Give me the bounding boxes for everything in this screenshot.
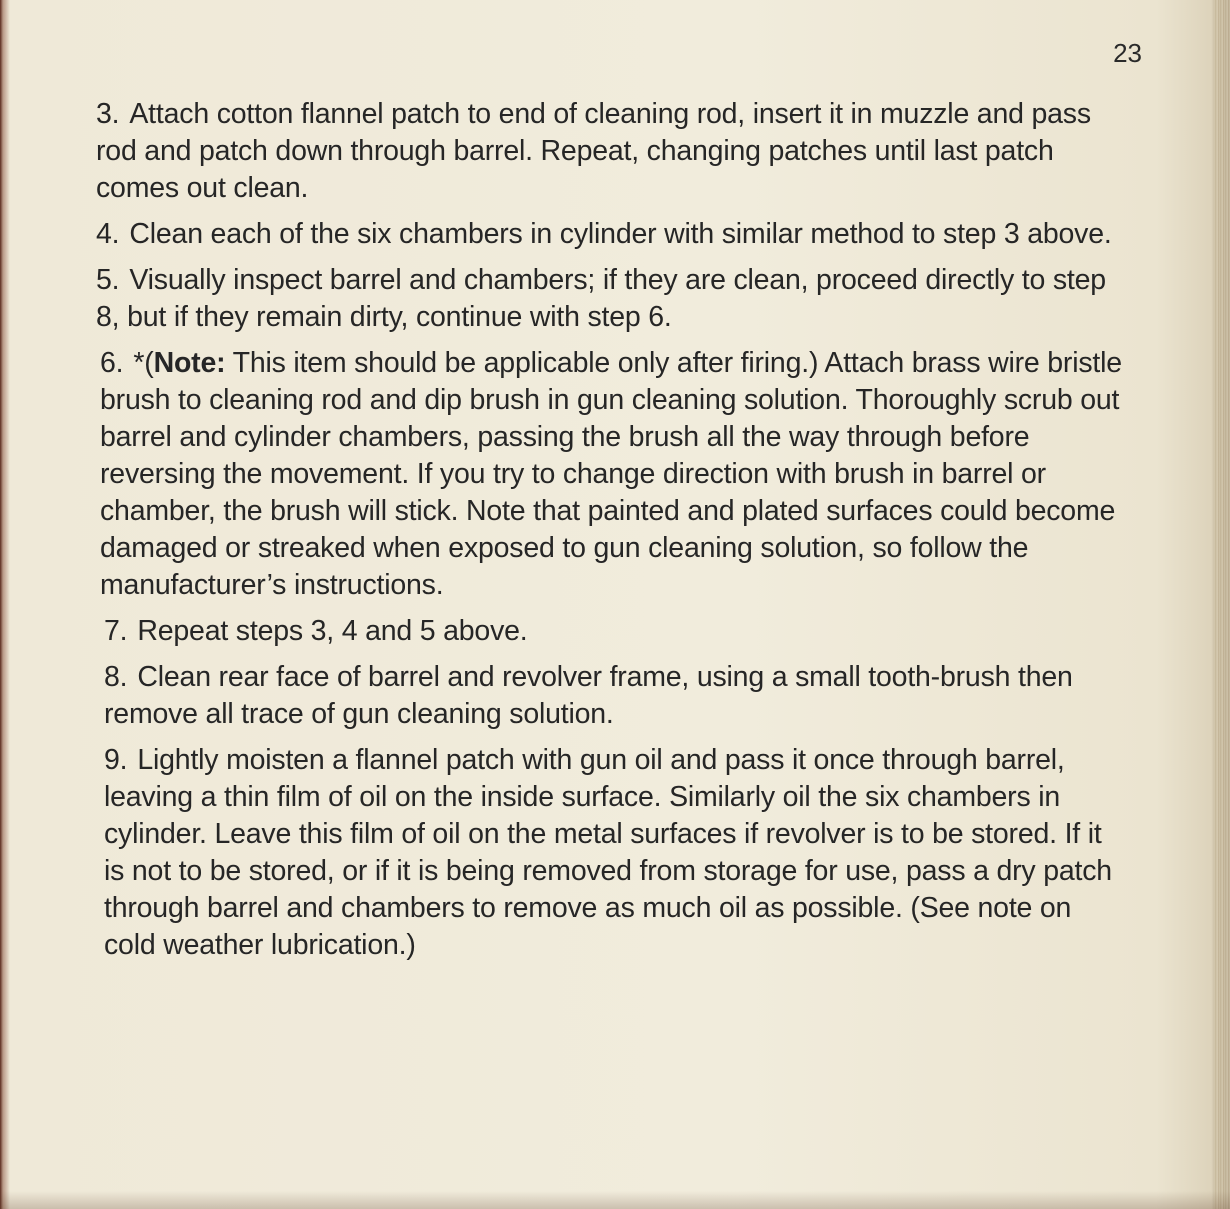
step-text: This item should be applicable only after firing.) Attach brass wire bristle brush to cleaning rod and dip brush in gun cleaning solution. Thoroughly scrub out barrel and cylinder chambers, passing the brush all the way through before reversing the movement. If you try to change direction with brush in barrel or chamber, the brush will stick. Note that painted and plated surfaces could become damaged or streaked when exposed to gun cleaning solution, so follow the manufacturer’s instructions. [100,347,1122,601]
step-text: Repeat steps 3, 4 and 5 above. [137,615,528,647]
step-number: 8. [104,661,128,693]
instructions-body [96,96,1126,973]
note-label: Note: [153,347,226,379]
step-text: Attach cotton flannel patch to end of cleaning rod, insert it in muzzle and pass rod and patch down through barrel. Repeat, changing patches until last patch comes out clean. [96,98,1091,204]
step-number: 4. [96,218,120,250]
page-edge [1214,0,1230,1209]
step-7 [96,613,1126,650]
step-text: Lightly moisten a flannel patch with gun oil and pass it once through barrel, leaving a thin film of oil on the inside surface. Similarly oil the six chambers in cylinder. Leave this film of oil on the metal surfaces if revolver is to be stored. If it is not to be stored, or if it is being removed from storage for use, pass a dry patch through barrel and chambers to remove as much oil as possible. (See note on cold weather lubrication.) [104,744,1112,961]
step-number: 3. [96,98,120,130]
step-9 [96,742,1126,964]
page-number: 23 [1113,38,1142,68]
note-prefix: *( [133,347,154,379]
step-8 [96,659,1126,733]
step-number: 9. [104,744,128,776]
step-5 [96,262,1126,336]
step-text: Clean rear face of barrel and revolver frame, using a small tooth-brush then remove all trace of gun cleaning solution. [104,661,1073,730]
step-3 [96,96,1126,207]
step-4 [96,216,1126,253]
step-number: 5. [96,264,120,296]
step-text: Visually inspect barrel and chambers; if they are clean, proceed directly to step 8, but if they remain dirty, continue with step 6. [96,264,1106,333]
step-number: 6. [100,347,124,379]
step-number: 7. [104,615,128,647]
step-text: Clean each of the six chambers in cylinder with similar method to step 3 above. [129,218,1112,250]
step-6 [96,345,1126,604]
